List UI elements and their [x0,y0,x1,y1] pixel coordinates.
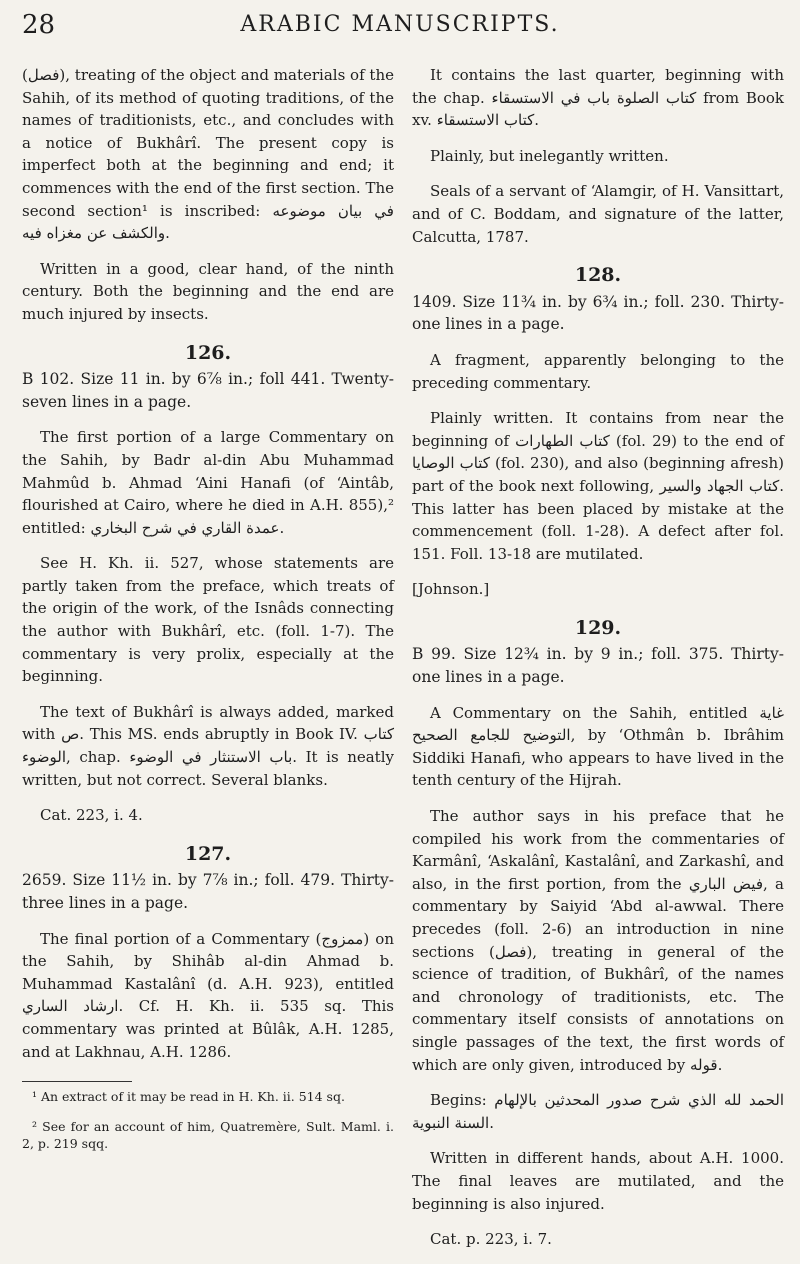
page-number: 28 [22,10,56,40]
entry-126 [22,342,394,827]
entry-paragraph: See H. Kh. ii. 527, whose statements are partly taken from the preface, which treats of the origin of the work, of the Isnâds connecting the author with Bukhârî, etc. (foll. 1-7). The commentary is very prolix, especially at the beginning. [22,554,394,686]
entry-number: 127. [184,842,232,865]
entry-paragraph: Written in different hands, about A.H. 1000. The final leaves are mutilated, and the beginning is also injured. [412,1149,784,1213]
running-head: ARABIC MANUSCRIPTS. [240,12,560,37]
right-column [412,64,784,1264]
attribution: [Johnson.] [412,580,490,599]
entry-paragraph: The author says in his preface that he compiled his work from the commentaries of Karmânî, ‘Askalânî, Kastalânî, and Zarkashî, and also, in the first portion, from the فيض الباري, a commentary by Saiyid ‘Abd al-awwal. There precedes (foll. 2-6) an introduction in nine sections (فصل), treating in general of the science of tradition, of Bukhârî, of the names and chronology of traditionists, etc. The commentary itself consists of annotations on single passages of the text, the first words of which are only given, introduced by قوله. [412,807,784,1074]
catalogue-reference: Cat. p. 223, i. 7. [430,1230,552,1249]
entry-paragraph: A fragment, apparently belonging to the preceding commentary. [412,350,784,392]
footnote: ¹ An extract of it may be read in H. Kh. ii. 514 sq. [32,1089,345,1105]
entry-129 [412,617,784,1251]
footnote-divider [22,1081,132,1082]
entry-paragraph: Plainly written. It contains from near the beginning of كتاب الطهارات (fol. 29) to the end of كتاب الوصايا (fol. 230), and also (beginning afresh) part of the book next following, كتاب الجهاد والسير. This latter has been placed by mistake at the commencement (foll. 1-28). A defect after fol. 151. Foll. 13-18 are mutilated. [412,409,784,563]
entry-128 [412,264,784,601]
entry-number: 128. [574,264,622,287]
written-paragraph: Written in a good, clear hand, of the ninth century. Both the beginning and the end are much injured by insects. [22,259,394,323]
entry-number: 126. [184,341,232,364]
footnote: ² See for an account of him, Quatremère, Sult. Maml. i. 2, p. 219 sqq. [22,1119,394,1152]
entry-paragraph: A Commentary on the Sahih, entitled غاية التوضيح للجامع الصحيح, by ‘Othmân b. Ibrâhim Siddiki Hanafi, who appears to have lived in the tenth century of the Hijrah. [412,703,784,790]
entry-127 [22,843,394,1063]
entry-paragraph: The text of Bukhârî is always added, marked with ص. This MS. ends abruptly in Book IV. كتاب الوضوء, chap. باب الاستنثار في الوضوء. It is neatly written, but not correct. Several blanks. [22,702,395,789]
page-header [0,10,800,50]
intro-paragraph: (فصل), treating of the object and materials of the Sahih, of its method of quoting traditions, of the names of traditionists, etc., and concludes with a notice of Bukhârî. The present copy is imperfect both at the beginning and end; it commences with the end of the first section. The second section¹ is inscribed: في بيان موضوعه والكشف عن مغزاه فيه. [22,66,394,243]
entry-paragraph: The first portion of a large Commentary on the Sahih, by Badr al-din Abu Muhammad Mahmûd b. Ahmad ‘Aini Hanafi (of ‘Aintâb, flourished at Cairo, where he died in A.H. 855),² entitled: عمدة القاري في شرح البخاري. [22,428,394,537]
entry-number: 129. [574,616,622,639]
entry-heading: 1409. Size 11¾ in. by 6¾ in.; foll. 230. Thirty-one lines in a page. [412,292,784,334]
entry-heading: B 99. Size 12¾ in. by 9 in.; foll. 375. Thirty-one lines in a page. [412,645,784,687]
intro-paragraph: It contains the last quarter, beginning with the chap. كتاب الصلوة باب في الاستسقاء from Book xv. كتاب الاستسقاء. [412,66,784,130]
written-paragraph: Plainly, but inelegantly written. [430,146,669,165]
entry-heading: 2659. Size 11½ in. by 7⅞ in.; foll. 479. Thirty-three lines in a page. [22,871,394,912]
entry-paragraph: The final portion of a Commentary (ممزوج) on the Sahih, by Shihâb al-din Ahmad b. Muhammad Kastalânî (d. A.H. 923), entitled ارشاد الساري. Cf. H. Kh. ii. 535 sq. This commentary was printed at Bûlâk, A.H. 1285, and at Lakhnau, A.H. 1286. [22,929,394,1061]
seals-paragraph: Seals of a servant of ‘Alamgir, of H. Vansittart, and of C. Boddam, and signature of the latter, Calcutta, 1787. [412,182,784,246]
incipit-paragraph: Begins: الحمد لله الذي شرح صدور المحدثين بالإلهام السنة النبوية. [412,1091,785,1132]
left-column [22,64,394,1165]
catalogue-reference: Cat. 223, i. 4. [40,806,143,825]
entry-heading: B 102. Size 11 in. by 6⅞ in.; foll 441. Twenty-seven lines in a page. [22,370,394,411]
